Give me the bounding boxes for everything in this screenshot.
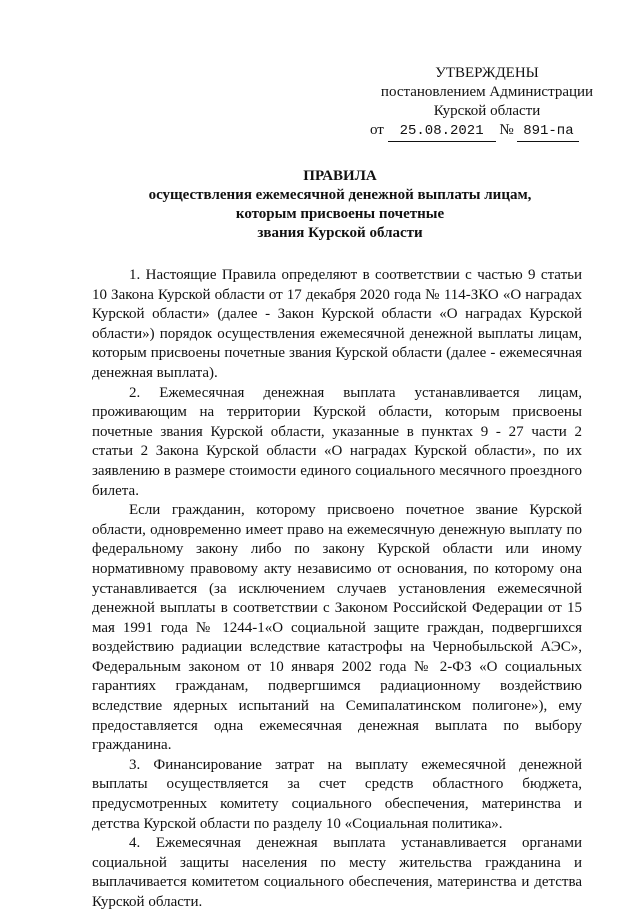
- paragraph-2: 2. Ежемесячная денежная выплата устанавливается лицам, проживающим на территории Курской области, которым присвоены почетные звания Курской области, указанные в пунктах 9 - 27 части 2 статьи 2 Закона Курской области «О наградах Курской области», по их заявлению в размере стоимости единого социального месячного проездного билета.: [92, 384, 582, 499]
- approval-number: 891-па: [517, 122, 579, 142]
- approval-authority: постановлением Администрации: [380, 84, 594, 100]
- date-prefix: от: [370, 122, 384, 138]
- title-subtitle-line-1: осуществления ежемесячной денежной выплаты лицам,: [148, 187, 532, 203]
- approval-date-line: [362, 121, 612, 142]
- title-heading: ПРАВИЛА: [303, 168, 377, 184]
- paragraph-1: 1. Настоящие Правила определяют в соответствии с частью 9 статьи 10 Закона Курской области от 17 декабря 2020 года № 114-ЗКО «О наградах Курской области» (далее - Закон Курской области «О наградах Курской области») порядок осуществления ежемесячной денежной выплаты лицам, которым присвоены почетные звания Курской области (далее - ежемесячная денежная выплата).: [92, 267, 582, 381]
- paragraph-2-continuation: Если гражданин, которому присвоено почетное звание Курской области, одновременно имеет право на ежемесячную денежную выплату по федеральному закону либо по закону Курской области или иному нормативному правовому акту независимо от основания, по которому она устанавливается (за исключением случаев установления ежемесячной денежной выплаты в соответствии с Законом Российской Федерации от 15 мая 1991 года № 1244-1«О социальной защите граждан, подвергшихся воздействию радиации вследствие катастрофы на Чернобыльской АЭС», Федеральным законом от 10 января 2002 года № 2-ФЗ «О социальных гарантиях гражданам, подвергшимся радиационному воздействию вследствие ядерных испытаний на Семипалатинском полигоне»), ему предоставляется одна ежемесячная денежная выплата по выбору гражданина.: [92, 502, 582, 754]
- approval-date: 25.08.2021: [388, 122, 496, 142]
- title-subtitle-line-3: звания Курской области: [257, 225, 423, 241]
- document-title: [90, 167, 590, 243]
- approval-stamp: [362, 64, 612, 142]
- approval-title: УТВЕРЖДЕНЫ: [435, 65, 539, 81]
- number-sign: №: [499, 122, 514, 138]
- paragraph-4: 4. Ежемесячная денежная выплата устанавливается органами социальной защиты населения по месту жительства гражданина и выплачивается комитетом социального обеспечения, материнства и детства Курской области.: [92, 835, 582, 910]
- approval-region: Курской области: [433, 103, 541, 119]
- document-body: [92, 266, 582, 913]
- title-subtitle-line-2: которым присвоены почетные: [235, 206, 445, 222]
- paragraph-3: 3. Финансирование затрат на выплату ежемесячной денежной выплаты осуществляется за счет средств областного бюджета, предусмотренных комитету социального обеспечения, материнства и детства Курской области по разделу 10 «Социальная политика».: [92, 756, 582, 832]
